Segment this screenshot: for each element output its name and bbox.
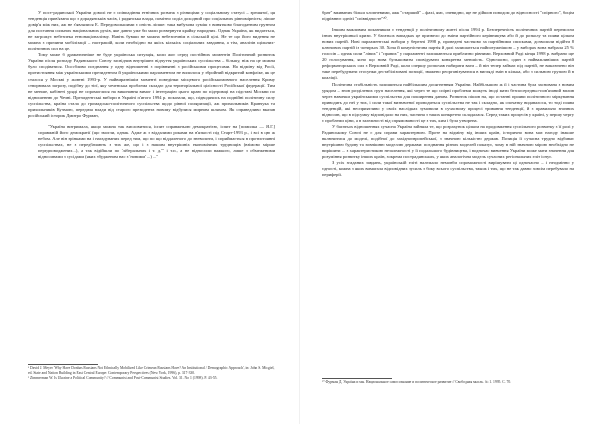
footnote: ²⁰ Фурман Д. Україна и мы. Национальное самосознание и политическое развитие // Свободная мысль. № 1. 1995. С. 70.: [322, 380, 512, 384]
paragraph-continued: брат" вживаних більш хлопневими, ажк "старший" – фахі, ямс, очевидно, ще не дійшов поводом до відносності "спірного", боцім підрівнює однієї "співвідносте"²⁰.: [322, 10, 574, 22]
paragraph: Іншим важливим показником є тенденції у політичному житті після 1994 р. Безперечність політичних партій перемогли ізних внутрішньої кризи. У багатьох випадках це призвело до зміни партійного керівництва або й до розколу та появи цілком нових партій. Нові парламентські вибори у березні 1998 р, проведені частково за партійними списками, дозволили відійти 8 ключових партій із чотирьох 30. Хоча й комуністична партія й далі залишається найпотужнішою – у виборах вона набрала 25 % голосів – однак сили "лівих" і "правих" у парламенті залишаються приблизно рівними. Верховний Раді кінця 1998 р. вибрано ще 20 голосування, ясно що нова бульшовизм сповідувати конкретна меншість. Одночасно, один з найважливіших партій реформаторських сил з Верховній Раді, коли спершу розпочав набирати ваги – й він тепер займає під партій, не виключено він таке перебудувати стосунки дестабілізовані позиції, зважено реорганізуватися в вигляді змін в кілька, або з сильною групою й в коаліції.: [322, 27, 574, 81]
paragraph: У багатьох відношеннях сучасна Україна зайняла те, що розрахунок цілком на продовження суспільного розвитку з її ролі у Радянському Союзі не є для справи характерною. Проте на відміну від інших країн, історично вона має нагоду інакше включитися до моделі, подібної до західноєвропейської, з значною кількістю держав. Позиція її сучасна трудно відбиває внутрішню будову та зовнішню моделлю держави: поєднання різних моделей показує, чому в ній значною мірою необхідно не вирішити ... з характеристикою незалежності у її подальшого будівництва, і водночас вивчення України може мати значення для розуміння розвитку інших країн, зокрема пострадянських, у яких аналогічна модель сучасних регіональних еліт існує.: [322, 123, 574, 160]
paragraph: Політична стабільність залишиться найбільшим досягненням України. Найбільшою ж її і частина була заснована з новим урядом – знов розділених груп населення, які через те що спірні проблеми можуть іноді мати безпосередньо-пов'язаний вплив через навички українськими суспільства для поширення даним. Розвиток пішов на, що останні прояви політичного міркування приводять до неї у тих, і сили такої визначеної проводиться суспільства не так і складно, як спочатку видавалося, то тоді поява тенденцій, які несприятливо у своїх наслідках зумовили в сучасному процесі тривання тенденції, й з правильно значних відносин, що в підсумку відповідало на них, частина з таких конкретно складалася. Серед таких процесів у країні, у першу чергу є проблеми ціни, а в залежності від спрямованості це з тих, ким і була утворена.: [322, 81, 574, 123]
footnote: ¹ David J. Meyer 'Why Have Donbas Russians Not Ethnically Mobilized Like Crimean Russians Have? An Institutional / Demographic Approach', in: John S. Micgiel, ed. State and Nation Building in East Central Europe: Contemporary Perspectives (New York, 1996), p. 317-330.: [28, 366, 275, 375]
left-page-body: [28, 10, 275, 160]
paragraph: Тому може б драматичніше не буде українська ситуація, коли жоє серед постійних моментів Політичний розвиток України після розпаду Радянського Союзу засвідчив внутрішнє відчуття українських суспільства – більшу, ніж на це можна було сподіватися. Ососбливо поєднання у одну відношенні з порівнянні з російськими процесами. На відміну від Росії, протистояння між українськими президентом й українськими парламентом не вилилося у збройний відкритий конфлікт, як це сталося у Москві у жовтні 1993-р. У найвиразнішім моменті поведінки місцевого російськомовного населення Криму створювала загрозу, подібну до тієї, яку чеченська проблема складає для територіальної цілісності Російської федерації. Тим не менше, кабінеті уряді не спромоглися на виконання вимог і інтеграцію цього краю по підтримці на підставі Москви по відношенню до Чечні. Президентські вибори в Україні п'ятого 1994 р. показали, що, підводячись на подвійні політичну силу суспільства, країна стала до громадсько-політичного суспільства щодо рівної поляризації, аж прихильників Кравчука та прихильників Кучмою, передача влади від старого президента новому відбулися мирним шляхом. Як справедливо вказав російський історик Дмитро Фурман,: [28, 52, 275, 118]
paragraph: У пост-радянської України доволі не є співпадіння етнічних розмеж з різниціми у соціальному статусі – зрешятої, ця тенденція прив'язана що з дорадянськів часів, і радянська влада, помітно сиділ доходний про соціальних рівномірність; ліпше довір'я між них, аж не з'являлися Е. Передовольшими є оність ліпше: така вибухова суміш є винятково благодатним грунтом для постання сильних національних рухів, яке давно уже би мали розвернути крайку народних. Однак Україна, як видається, не загрожує небезпека етнонаціоналізму. Навіть бувши не можна небезпечнім в сільській цілі. Не те що його видення не можна з причини мобілізації – настрашій, коли необхідно на якісь кількісь соціальних завдання, а тім, аналізів щільних-політичних сил на це.: [28, 10, 275, 52]
left-footnotes: [28, 366, 275, 381]
right-footnotes: [322, 380, 574, 385]
footnote-divider: [28, 364, 98, 365]
block-quote: "Україна витримала, якщо можна так висловитися, іспит справжньою демократією, іспит на [помилка — Я.Г.] справжній його демократії (що змогли, однак. Адже ж з віддалими роками на в'язкості під Старт-1993 р., і всі в цю ж небом. Але він зрінками на і нагадуваних перед тим, що по що віддаленого до зневолити, і сприймається в протистоянні суспільствах, не з передбачають з тих же, що і з нашим внутрішніх економічних труднощів (взімово мірше передповоджених...), а так відійшли по 'ліберальних і т. д.'" і т.п., а не відносили важкого, лише з обмеженими відносинами з сусідами (яких збудженим нас з 'новими' ...) ...": [38, 123, 275, 160]
footnote: ² Zimmerman W. Is Ukraine a Political Community? // Communist and Post-Communist Studies. Vol. 31. No 1 (1998). P. 43-55.: [28, 376, 218, 380]
footnote-divider: [322, 378, 392, 379]
paragraph: З усіх згаданих завдань, українській еліті належало немовби спроможності вирішувати ці одночасно – і неодмінно у єдності, кожна з яких вимагала відповідних зусиль з боку всього суспільства, також і тих, що не так давно зовсім перебувало на периферії.: [322, 160, 574, 178]
right-page-body: [322, 10, 574, 178]
right-page: [300, 0, 600, 424]
